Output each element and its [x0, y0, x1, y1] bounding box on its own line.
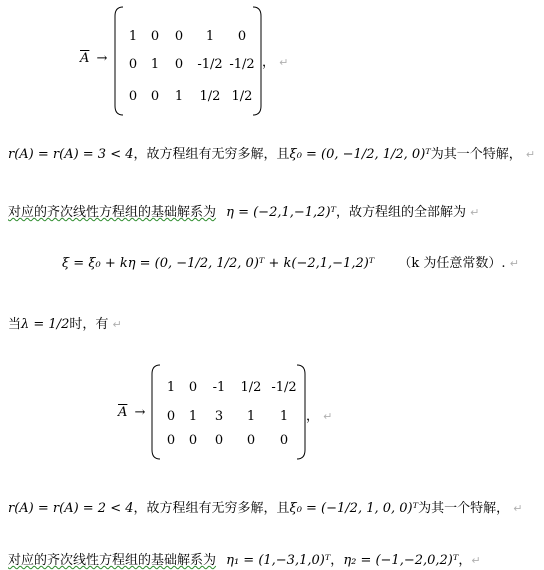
line2 — [8, 201, 479, 220]
rank-expr-2: r(A) = r(A) = 2 < 4 — [8, 501, 134, 516]
return-mark: ↵ — [471, 554, 481, 567]
line5-text-b: 为其一个特解， — [418, 501, 510, 516]
line4-text-a: 当 — [8, 317, 22, 332]
matrix2-arrow: → — [134, 405, 146, 420]
m1-cell: -1/2 — [229, 56, 255, 72]
xi0-expr-2: ξ₀ = (−1/2, 1, 0, 0)ᵀ — [289, 501, 419, 516]
return-mark: ↵ — [470, 206, 480, 219]
eta2-expr: η₂ = (−1,−2,0,2)ᵀ — [343, 553, 459, 568]
line1-text-a: ，故方程组有无穷多解，且 — [133, 147, 290, 162]
line5-text-a: ，故方程组有无穷多解，且 — [133, 501, 290, 516]
line6-tail: ， — [458, 553, 472, 568]
m2-cell: 1 — [246, 408, 256, 424]
m1-cell: 0 — [150, 88, 160, 104]
m2-cell: 0 — [188, 432, 198, 448]
m1-cell: 0 — [128, 56, 138, 72]
matrix1-right-bracket — [252, 6, 262, 116]
line6-text-a: 对应的齐次线性方程组的基础解系为 — [8, 553, 217, 568]
m1-cell: 0 — [174, 28, 184, 44]
m2-cell: 1 — [188, 408, 198, 424]
m2-cell: 0 — [279, 432, 289, 448]
return-mark: ↵ — [513, 502, 523, 515]
line6-sep: ， — [330, 553, 344, 568]
rank-expr-1: r(A) = r(A) = 3 < 4 — [8, 147, 134, 162]
matrix1-grid — [122, 22, 256, 114]
m1-cell: 1 — [128, 28, 138, 44]
line1 — [8, 143, 535, 162]
matrix2-right-bracket — [296, 364, 306, 460]
line6 — [8, 549, 481, 568]
matrix2-label: $\overline{A}$ — [118, 405, 128, 420]
line4-text-b: 时，有 — [69, 317, 109, 332]
m1-cell: 1/2 — [199, 88, 221, 104]
m2-cell: 1 — [279, 408, 289, 424]
line5 — [8, 497, 522, 516]
m1-cell: 0 — [174, 56, 184, 72]
matrix1-comma: ， — [262, 55, 276, 70]
m1-cell: 1/2 — [231, 88, 253, 104]
m1-cell: 1 — [174, 88, 184, 104]
line4 — [8, 313, 122, 332]
m2-cell: -1/2 — [271, 379, 297, 395]
lambda-expr: λ = 1/2 — [21, 317, 70, 332]
line2-text-b: ，故方程组的全部解为 — [335, 205, 466, 220]
m2-cell: 0 — [214, 432, 224, 448]
matrix1-lhs — [80, 51, 107, 66]
matrix2-comma: ， — [306, 409, 320, 424]
m2-cell: 1 — [166, 379, 176, 395]
m1-cell: 0 — [128, 88, 138, 104]
m1-cell: 0 — [237, 28, 247, 44]
m1-cell: 0 — [150, 28, 160, 44]
m2-cell: 0 — [246, 432, 256, 448]
m2-cell: 1/2 — [240, 379, 262, 395]
m2-cell: 0 — [188, 379, 198, 395]
m2-cell: 0 — [166, 408, 176, 424]
m2-cell: -1 — [212, 379, 226, 395]
matrix1-trail — [262, 51, 288, 70]
return-mark: ↵ — [323, 410, 333, 423]
matrix2-lhs — [118, 405, 145, 420]
matrix1-arrow: → — [96, 51, 108, 66]
eta1-expr: η₁ = (1,−3,1,0)ᵀ — [226, 553, 331, 568]
xi0-expr-1: ξ₀ = (0, −1/2, 1/2, 0)ᵀ — [289, 147, 431, 162]
return-mark: ↵ — [525, 148, 536, 161]
line3 — [62, 252, 519, 271]
matrix2-trail — [306, 405, 332, 424]
return-mark: ↵ — [509, 257, 519, 270]
line3-note: （k 为任意常数）. — [398, 256, 506, 271]
return-mark: ↵ — [279, 56, 289, 69]
m2-cell: 3 — [214, 408, 224, 424]
matrix1-label: $\overline{A}$ — [80, 51, 90, 66]
m1-cell: 1 — [150, 56, 160, 72]
matrix2-grid — [160, 370, 300, 452]
m2-cell: 0 — [166, 432, 176, 448]
m1-cell: 1 — [205, 28, 215, 44]
line1-text-b: 为其一个特解， — [430, 147, 522, 162]
return-mark: ↵ — [112, 318, 122, 331]
general-solution-expr: ξ = ξ₀ + kη = (0, −1/2, 1/2, 0)ᵀ + k(−2,1,−1,2)ᵀ — [62, 256, 375, 271]
line2-text-a: 对应的齐次线性方程组的基础解系为 — [8, 205, 217, 220]
eta-expr: η = (−2,1,−1,2)ᵀ — [226, 205, 336, 220]
m1-cell: -1/2 — [197, 56, 223, 72]
